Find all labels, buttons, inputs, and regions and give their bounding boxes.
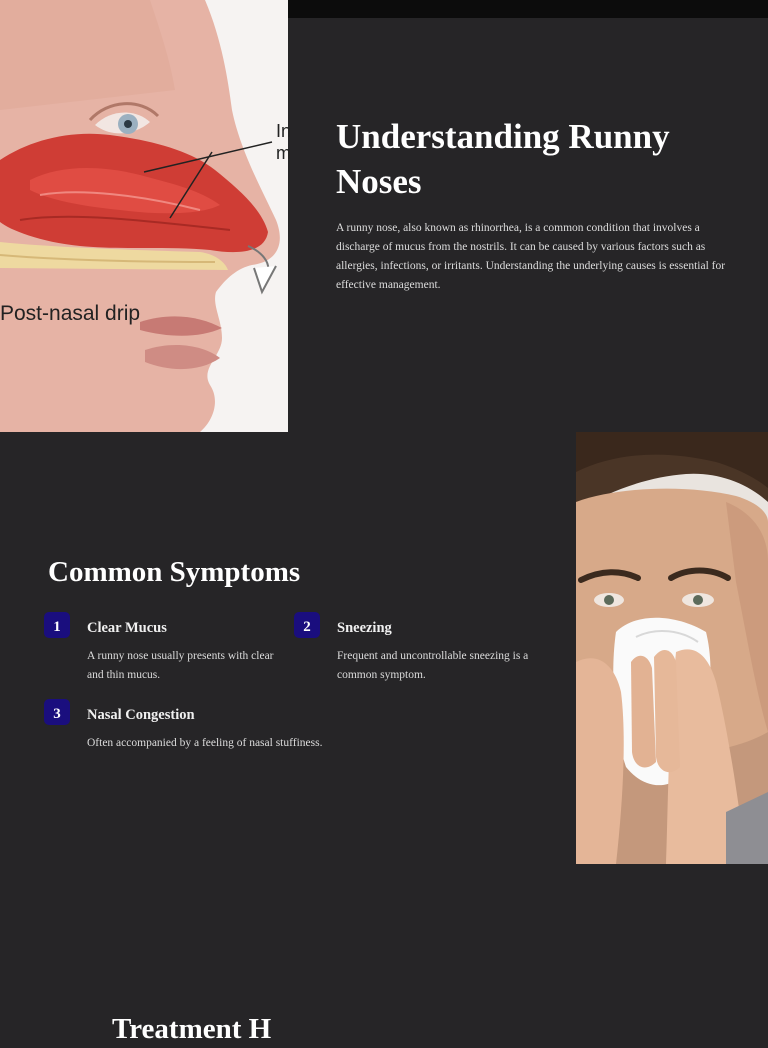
- symptoms-heading: Common Symptoms: [48, 556, 301, 588]
- symptom-title: Clear Mucus: [87, 620, 167, 636]
- man-blowing-nose-photo: [576, 432, 768, 864]
- nose-anatomy-illustration: [0, 0, 292, 432]
- symptom-number-badge: 1: [44, 612, 70, 638]
- symptom-description: A runny nose usually presents with clear and thin mucus.: [87, 650, 274, 681]
- treatment-heading: Treatment H: [112, 1013, 272, 1045]
- symptom-title: Nasal Congestion: [87, 707, 195, 723]
- symptom-number-badge: 2: [294, 612, 320, 638]
- symptom-description: Often accompanied by a feeling of nasal stuffiness.: [87, 737, 323, 749]
- illustration-caption: Post-nasal drip: [0, 302, 141, 325]
- symptom-number-badge: 3: [44, 699, 70, 725]
- symptom-title: Sneezing: [337, 620, 392, 636]
- illustration-partial-label: In m: [276, 121, 292, 163]
- top-bar: [288, 0, 768, 18]
- page-title: Understanding Runny Noses: [336, 117, 670, 201]
- intro-paragraph: A runny nose, also known as rhinorrhea, is a common condition that involves a discharge of mucus from the nostrils. It can be caused by various factors such as allergies, infections, or irritants. Understanding the underlying causes is essential for effective management.: [336, 222, 726, 291]
- symptom-description: Frequent and uncontrollable sneezing is a common symptom.: [337, 650, 529, 681]
